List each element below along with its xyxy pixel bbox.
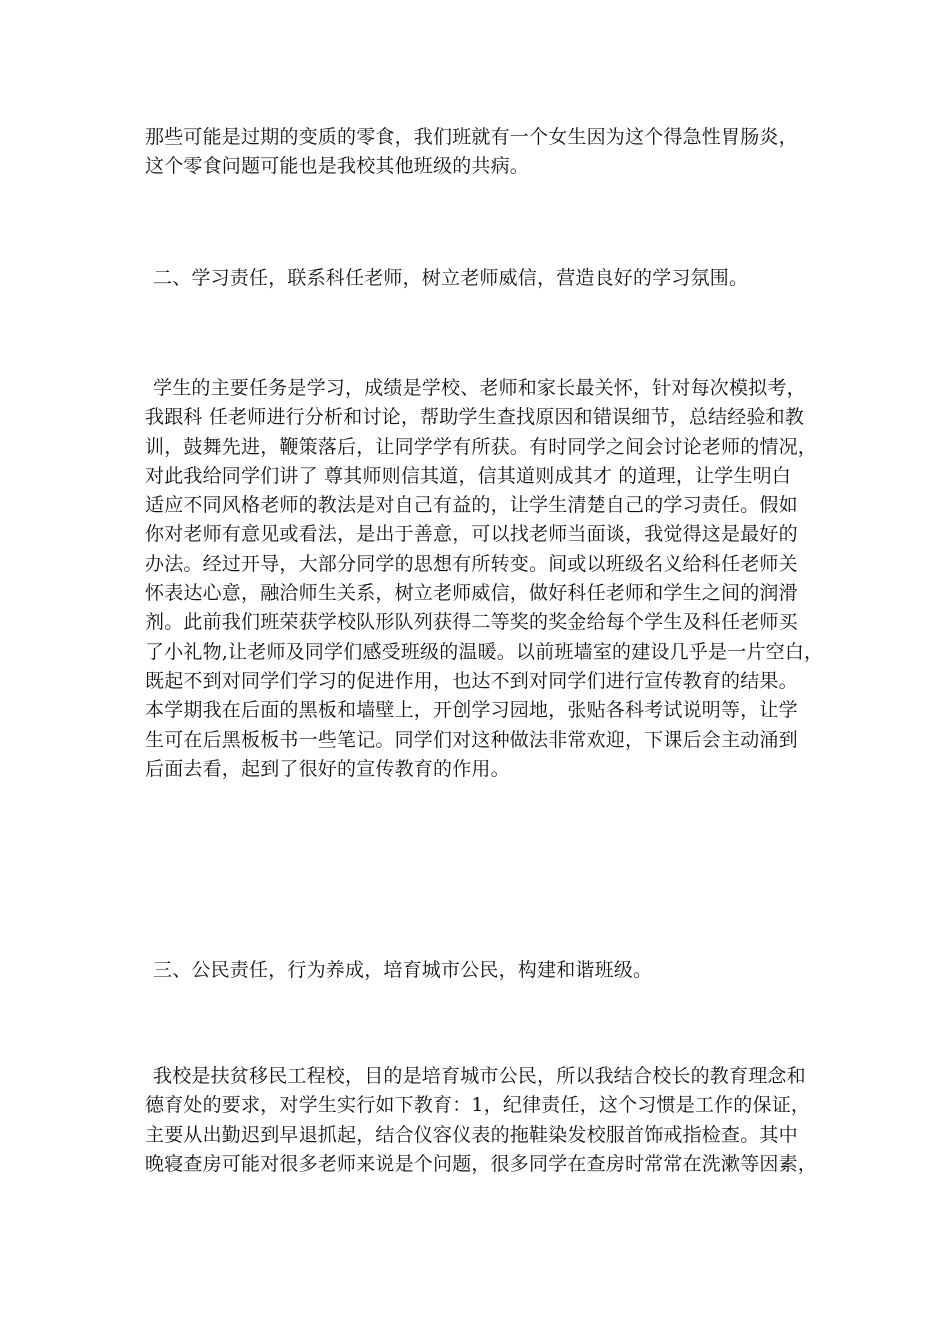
paragraph-line: 办法。经过开导，大部分同学的思想有所转变。间或以班级名义给科任老师关: [145, 552, 798, 575]
section-heading-text: 二、学习责任，联系科任老师，树立老师威信，营造良好的学习氛围。: [153, 267, 749, 289]
paragraph-line: 生可在后黑板板书一些笔记。同学们对这种做法非常欢迎，下课后会主动涌到: [145, 728, 798, 751]
paragraph-line: 我校是扶贫移民工程校，目的是培育城市公民，所以我结合校长的教育理念和: [153, 1065, 806, 1087]
paragraph-food-problem: [145, 123, 815, 182]
paragraph-line: 你对老师有意见或看法，是出于善意，可以找老师当面谈，我觉得这是最好的: [145, 523, 798, 546]
paragraph-line: 后面去看，起到了很好的宣传教育的作用。: [145, 757, 510, 780]
paragraph-line: 晚寝查房可能对很多老师来说是个问题，很多同学在查房时常常在洗漱等因素，: [145, 1152, 818, 1175]
paragraph-line: 德育处的要求，对学生实行如下教育：1，纪律责任，这个习惯是工作的保证，: [145, 1094, 811, 1117]
paragraph-line: 这个零食问题可能也是我校其他班级的共病。: [145, 155, 530, 178]
paragraph-line: 对此我给同学们讲了 尊其师则信其道，信其道则成其才 的道理，让学生明白: [145, 464, 792, 487]
paragraph-line: 训，鼓舞先进，鞭策落后，让同学学有所获。有时同学之间会讨论老师的情况，: [145, 435, 818, 458]
paragraph-line: 怀表达心意，融洽师生关系，树立老师威信，做好科任老师和学生之间的润滑: [145, 582, 798, 605]
paragraph-line: 了小礼物,让老师及同学们感受班级的温暖。以前班墙室的建设几乎是一片空白，: [145, 640, 824, 663]
section-heading-study-responsibility: [145, 264, 815, 293]
paragraph-line: 剂。此前我们班荣获学校队形队列获得二等奖的奖金给每个学生及科任老师买: [145, 611, 798, 634]
section-heading-text: 三、公民责任，行为养成，培育城市公民，构建和谐班级。: [153, 959, 653, 981]
paragraph-line: 既起不到对同学们学习的促进作用，也达不到对同学们进行宣传教育的结果。: [145, 669, 798, 692]
paragraph-line: 本学期我在后面的黑板和墙壁上，开创学习园地，张贴各科考试说明等，让学: [145, 699, 798, 722]
section-heading-civic-responsibility: [145, 956, 815, 985]
paragraph-line: 那些可能是过期的变质的零食，我们班就有一个女生因为这个得急性胃肠炎，: [145, 126, 798, 148]
paragraph-line: 我跟科 任老师进行分析和讨论，帮助学生查找原因和错误细节，总结经验和教: [145, 406, 805, 429]
paragraph-civic-responsibility: [145, 1062, 818, 1179]
paragraph-line: 适应不同风格老师的教法是对自己有益的，让学生清楚自己的学习责任。假如: [145, 494, 798, 517]
paragraph-line: 主要从出勤迟到早退抓起，结合仪容仪表的拖鞋染发校服首饰戒指检查。其中: [145, 1123, 798, 1146]
paragraph-study-responsibility: [145, 374, 824, 784]
paragraph-line: 学生的主要任务是学习，成绩是学校、老师和家长最关怀，针对每次模拟考，: [153, 377, 806, 399]
